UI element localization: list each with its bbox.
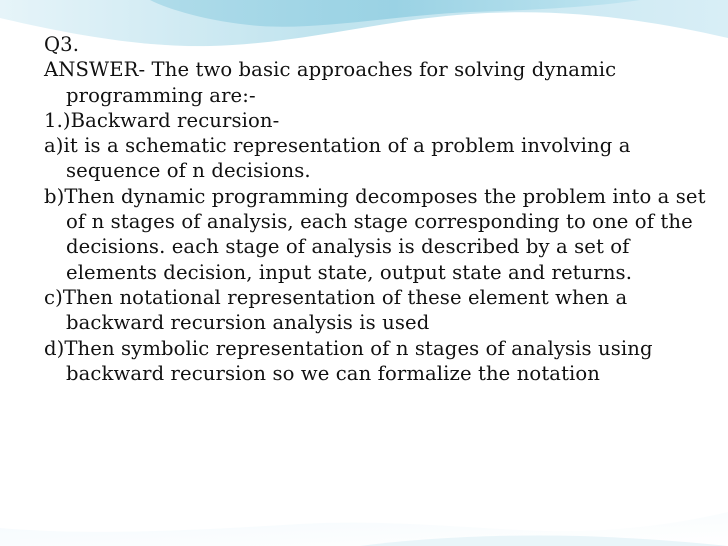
question-label: Q3.: [44, 33, 80, 56]
point-a: a)it is a schematic representation of a problem involving a sequence of n decisions.: [44, 134, 631, 183]
answer-intro: ANSWER- The two basic approaches for solving dynamic programming are:-: [44, 58, 617, 107]
point-d: d)Then symbolic representation of n stages of analysis using backward recursion so we can formalize the notation: [44, 336, 653, 385]
point-c: c)Then notational representation of these element when a backward recursion analysis is used: [44, 285, 628, 335]
slide-content: [44, 32, 714, 386]
point-b: b)Then dynamic programming decomposes the problem into a set of n stages of analysis, each stage corresponding to one of the decisions. each stage of analysis is described by a set of elements decision, input state, output state and returns.: [44, 184, 706, 284]
point-backward-recursion: 1.)Backward recursion-: [44, 108, 280, 132]
